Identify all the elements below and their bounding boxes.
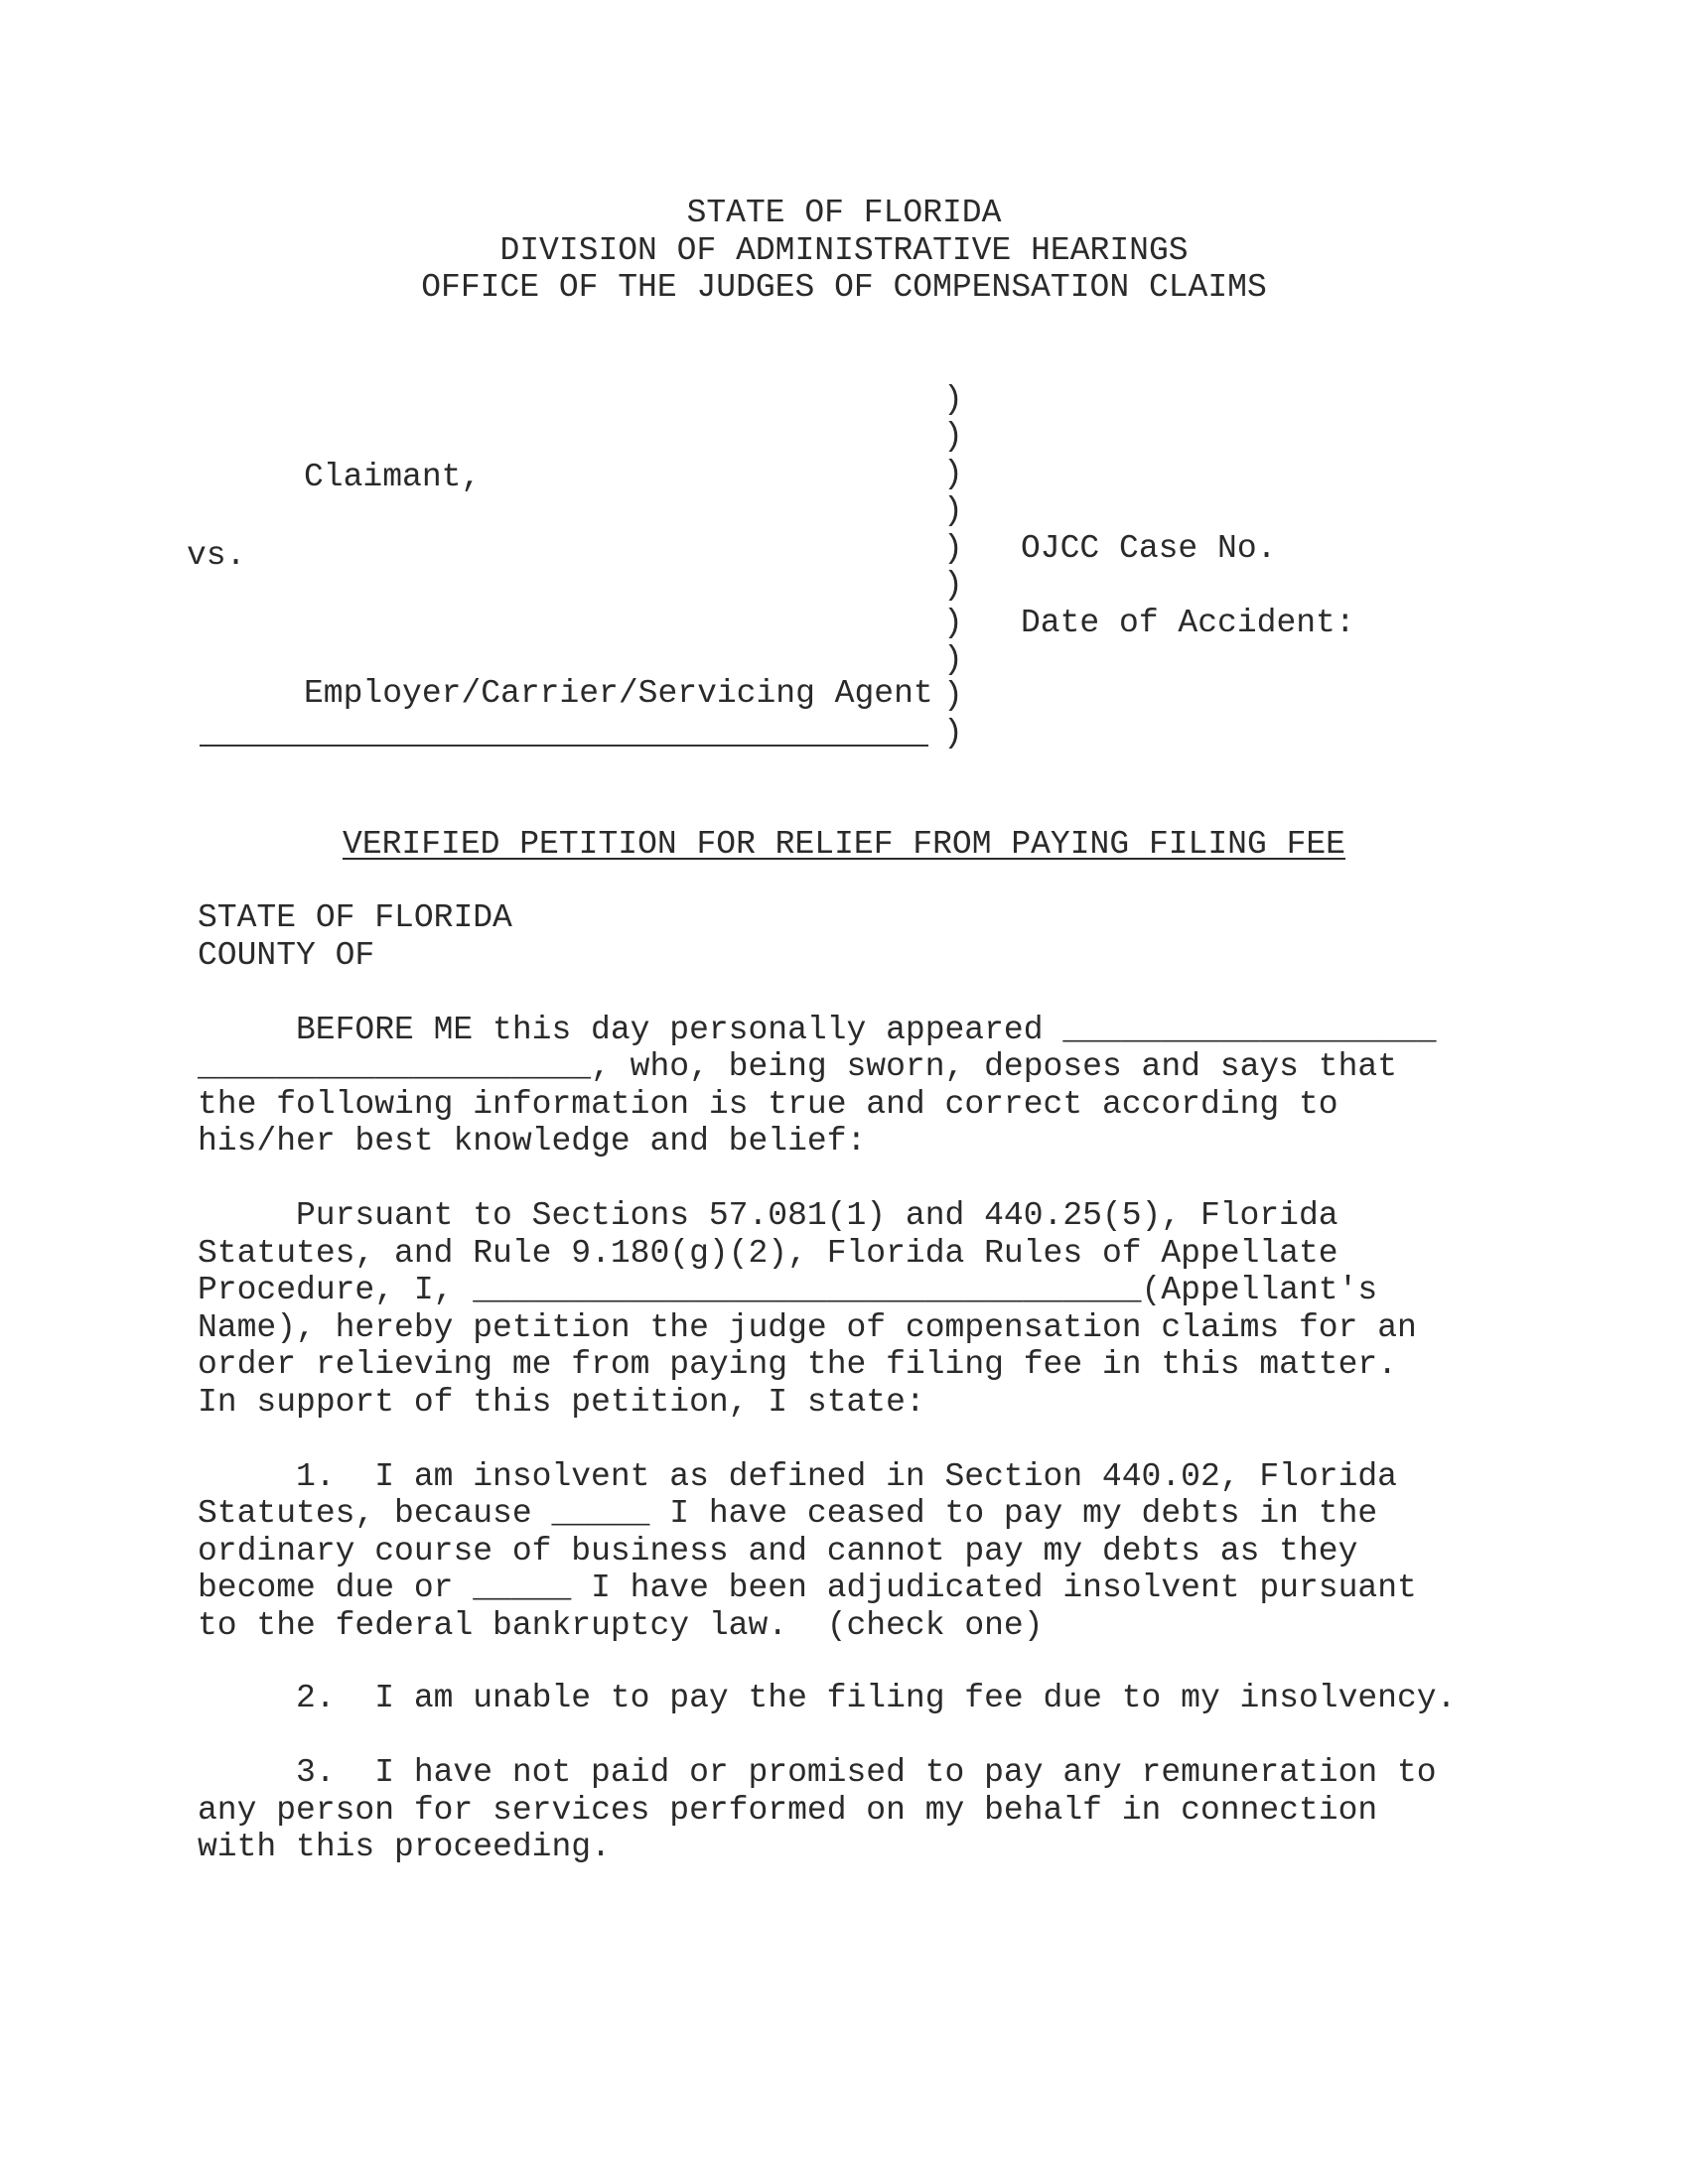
caption-paren: ): [943, 567, 963, 604]
text-line: Name), hereby petition the judge of compensation claims for an: [198, 1309, 1417, 1346]
text-line: become due or _____ I have been adjudicated insolvent pursuant: [198, 1570, 1417, 1606]
text-line: to the federal bankruptcy law. (check one): [198, 1607, 1044, 1644]
text-line: with this proceeding.: [198, 1829, 611, 1865]
caption-paren: ): [943, 605, 963, 641]
text-line: the following information is true and correct according to: [198, 1086, 1338, 1123]
text-line: his/her best knowledge and belief:: [198, 1123, 867, 1160]
text-line: order relieving me from paying the filing fee in this matter.: [198, 1346, 1397, 1383]
venue-state: STATE OF FLORIDA: [198, 899, 512, 936]
text-line: 2. I am unable to pay the filing fee due to my insolvency.: [296, 1680, 1457, 1716]
vs-label: vs.: [187, 537, 246, 574]
text-line: Pursuant to Sections 57.081(1) and 440.25(5), Florida: [296, 1197, 1338, 1234]
text-line: ordinary course of business and cannot pay my debts as they: [198, 1533, 1358, 1570]
text-line: 3. I have not paid or promised to pay any remuneration to: [296, 1754, 1437, 1791]
caption-paren: ): [943, 456, 963, 492]
caption-paren: ): [943, 677, 963, 714]
text-line: 1. I am insolvent as defined in Section 440.02, Florida: [296, 1458, 1397, 1495]
text-line: Procedure, I, __________________________________(Appellant's: [198, 1272, 1378, 1308]
text-line: Statutes, because _____ I have ceased to pay my debts in the: [198, 1495, 1378, 1532]
caption-signature-line: [200, 745, 928, 747]
caption-paren: ): [943, 641, 963, 678]
caption-paren: ): [943, 492, 963, 529]
venue-county: COUNTY OF: [198, 937, 375, 974]
caption-paren: ): [943, 381, 963, 418]
text-line: any person for services performed on my behalf in connection: [198, 1792, 1378, 1829]
case-number-label: OJCC Case No.: [1021, 530, 1277, 567]
claimant-label: Claimant,: [304, 459, 482, 495]
caption-paren: ): [943, 530, 963, 567]
text-line: In support of this petition, I state:: [198, 1384, 925, 1421]
caption-paren: ): [943, 418, 963, 455]
text-line: Statutes, and Rule 9.180(g)(2), Florida Rules of Appellate: [198, 1235, 1338, 1272]
employer-label: Employer/Carrier/Servicing Agent: [304, 675, 933, 712]
date-of-accident-label: Date of Accident:: [1021, 605, 1355, 641]
document-title: VERIFIED PETITION FOR RELIEF FROM PAYING FILING FEE: [343, 826, 1345, 863]
header-office: OFFICE OF THE JUDGES OF COMPENSATION CLAIMS: [421, 269, 1267, 306]
text-line: ____________________, who, being sworn, deposes and says that: [198, 1048, 1397, 1085]
caption-paren: ): [943, 715, 963, 751]
header-state: STATE OF FLORIDA: [686, 195, 1002, 231]
text-line: BEFORE ME this day personally appeared ___________________: [296, 1012, 1437, 1048]
header-division: DIVISION OF ADMINISTRATIVE HEARINGS: [499, 232, 1189, 269]
